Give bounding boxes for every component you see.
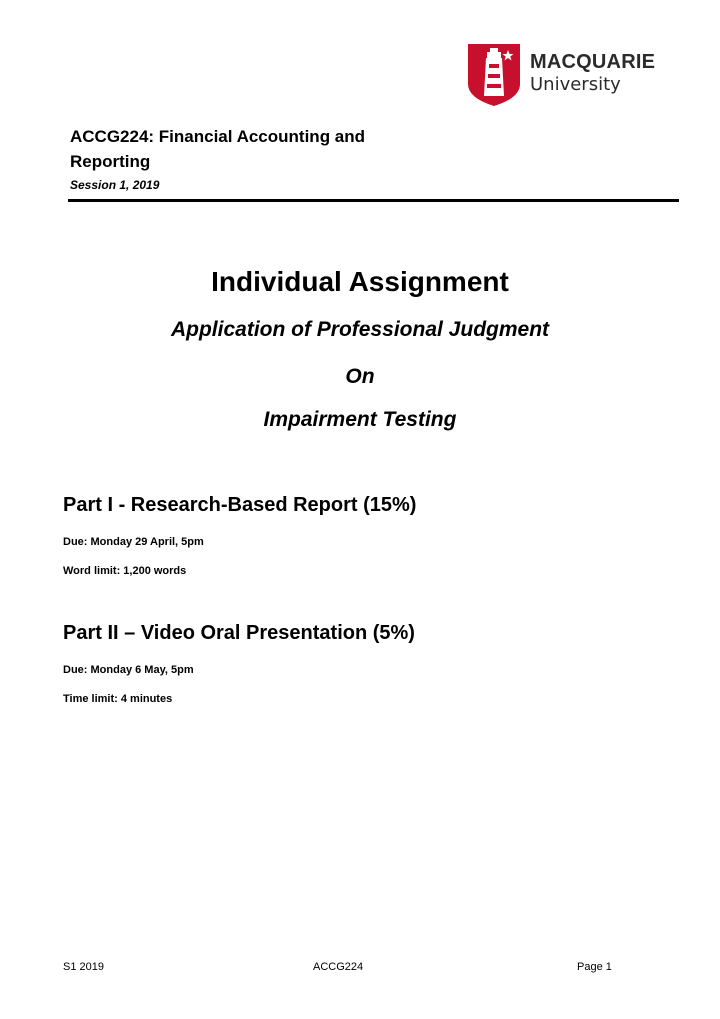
document-subtitle-line-1: Application of Professional Judgment bbox=[170, 318, 550, 341]
session-label: Session 1, 2019 bbox=[70, 178, 160, 192]
logo-wordmark-macquarie: MACQUARIE bbox=[530, 51, 656, 73]
part-1-due-date: Due: Monday 29 April, 5pm bbox=[63, 536, 204, 548]
document-subtitle-line-2: On bbox=[345, 365, 375, 388]
document-title: Individual Assignment bbox=[211, 266, 509, 297]
university-logo bbox=[468, 44, 668, 106]
part-2-due-date: Due: Monday 6 May, 5pm bbox=[63, 664, 194, 676]
header-divider bbox=[68, 199, 679, 202]
part-1-word-limit: Word limit: 1,200 words bbox=[63, 565, 187, 577]
footer-course-code: ACCG224 bbox=[313, 961, 364, 973]
part-2-heading: Part II – Video Oral Presentation (5%) bbox=[63, 622, 415, 644]
logo-wordmark-university: University bbox=[530, 74, 621, 95]
course-title: ACCG224: Financial Accounting and Reporting bbox=[70, 127, 366, 171]
document-subtitle-line-3: Impairment Testing bbox=[263, 408, 457, 431]
footer-page-number: Page 1 bbox=[577, 961, 612, 973]
macquarie-lighthouse-shield-icon bbox=[468, 44, 520, 106]
footer-session: S1 2019 bbox=[63, 961, 104, 973]
part-1-heading: Part I - Research-Based Report (15%) bbox=[63, 494, 417, 516]
part-2-time-limit: Time limit: 4 minutes bbox=[63, 693, 173, 705]
